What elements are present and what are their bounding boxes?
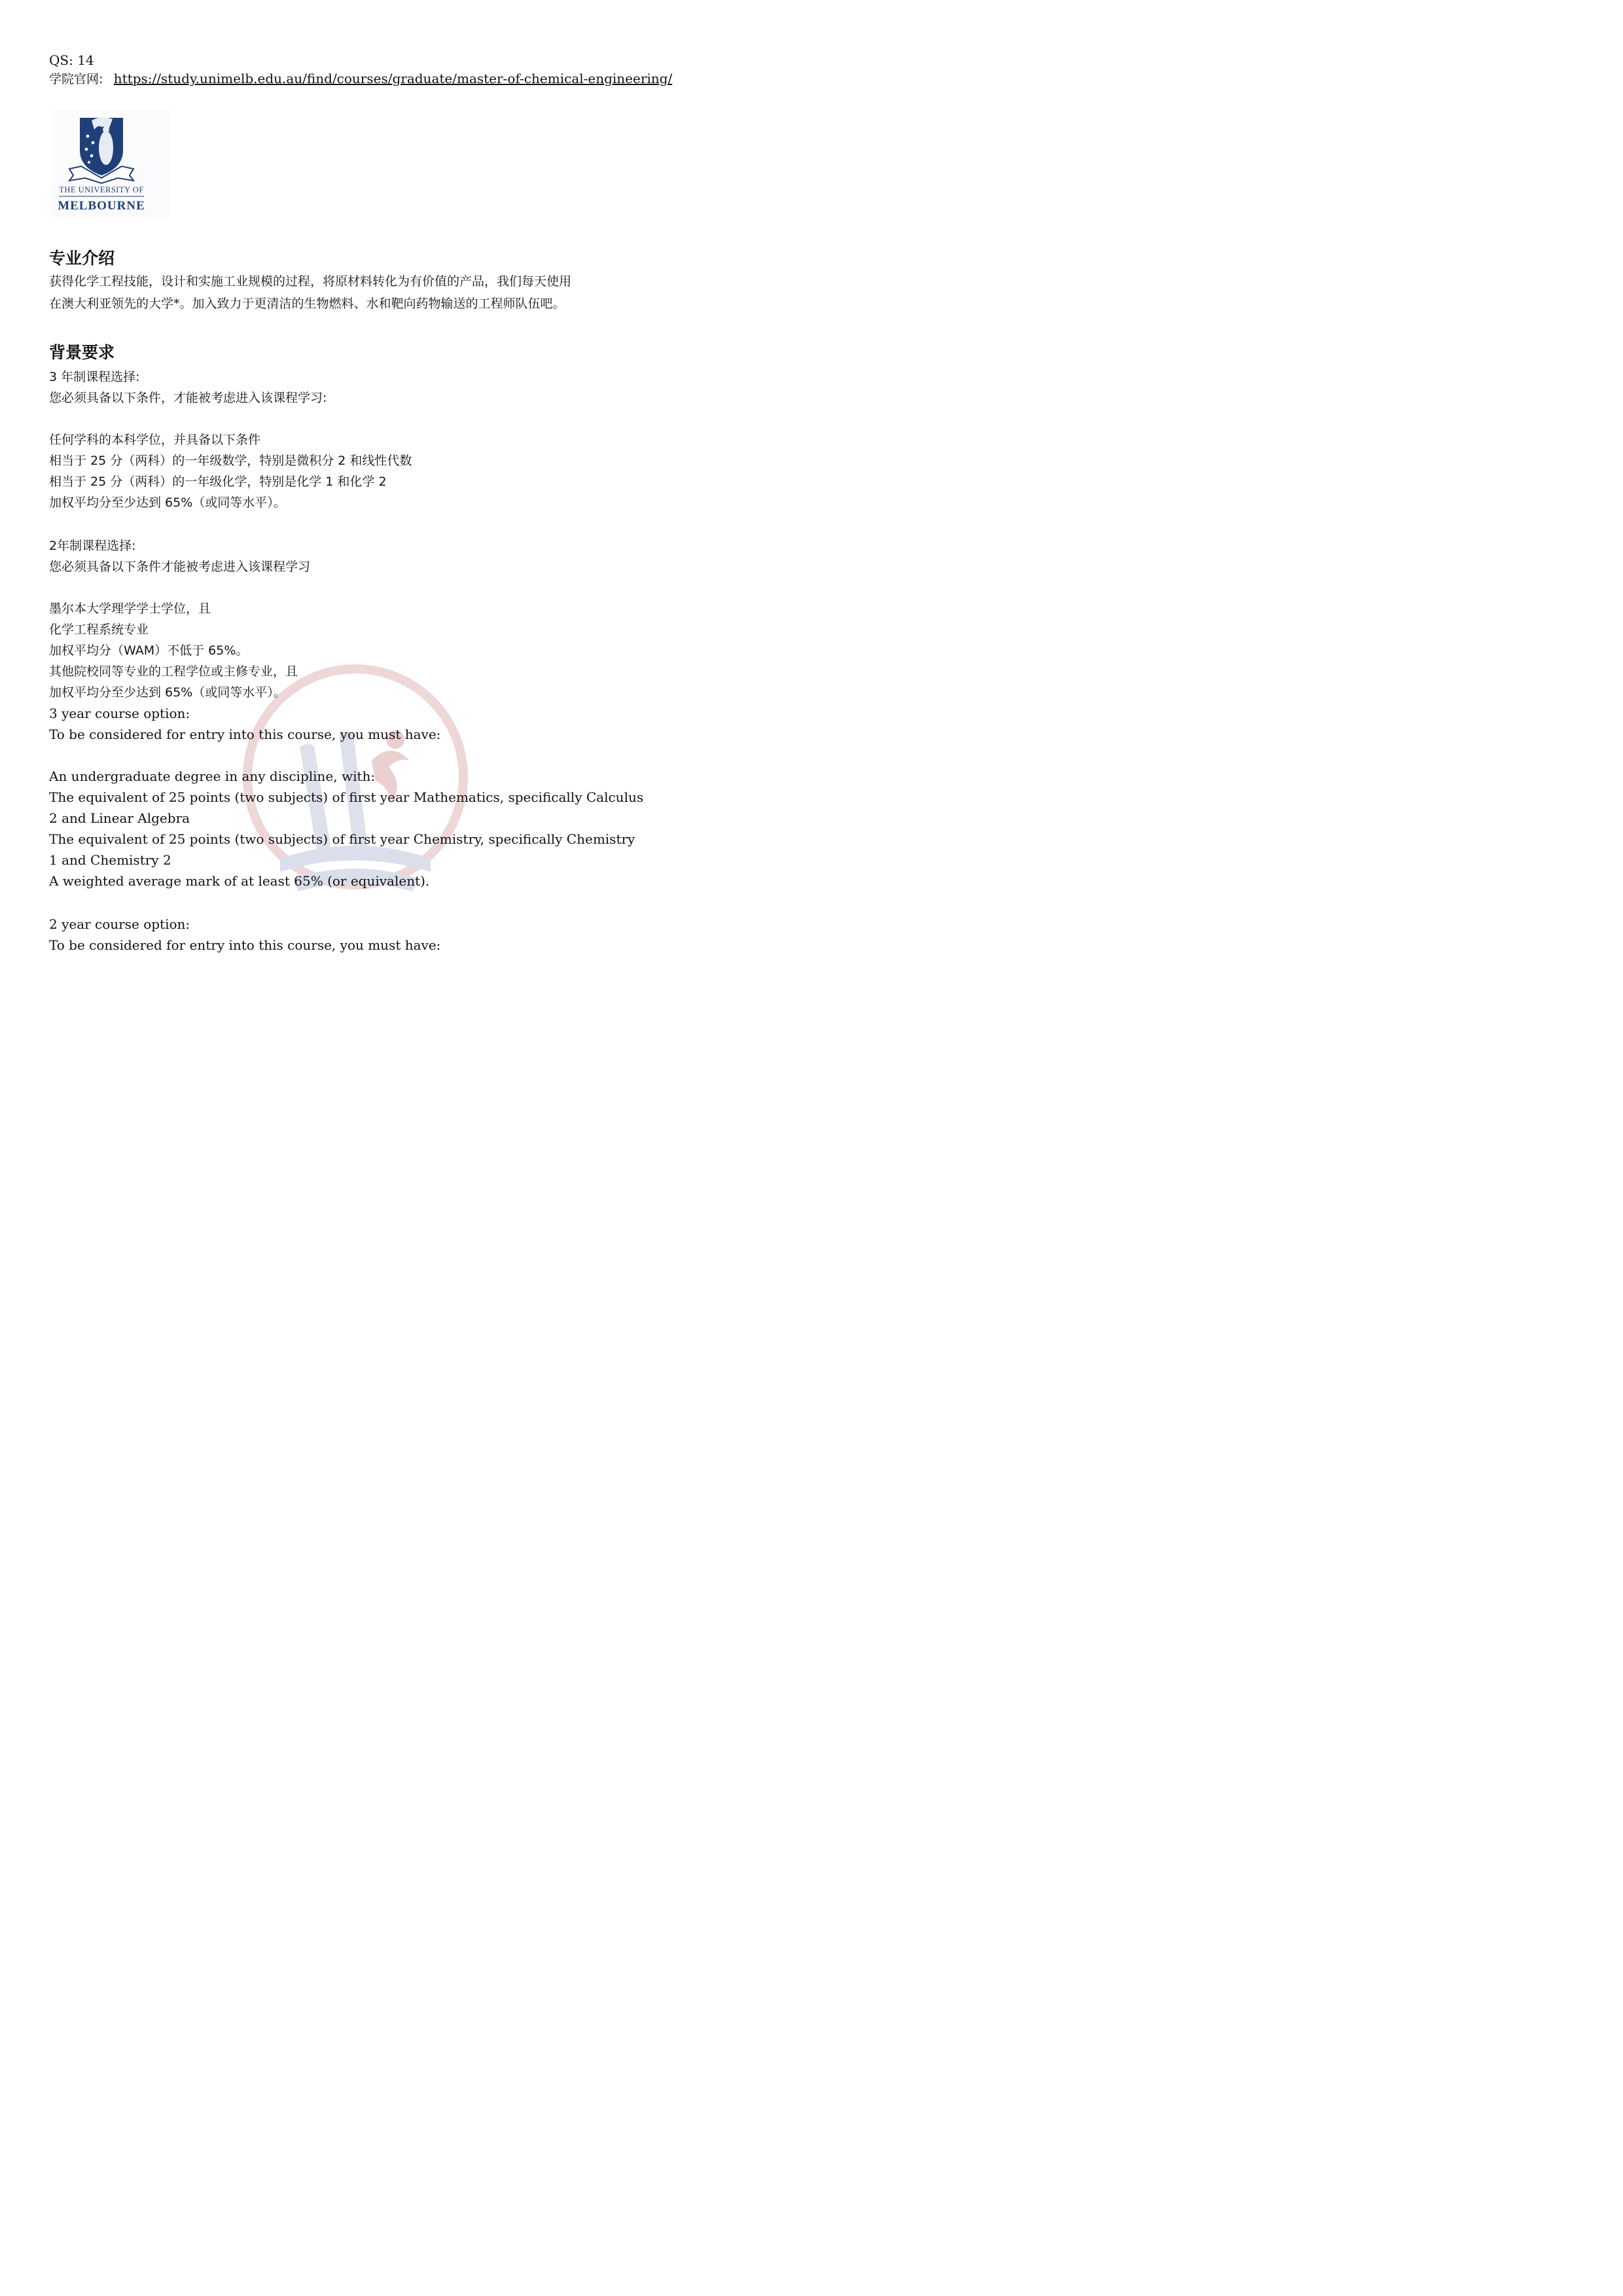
logo-line1: THE UNIVERSITY OF: [59, 185, 144, 194]
requirement-line-en: The equivalent of 25 points (two subjects) of first year Chemistry, specifically Chemistry: [49, 831, 635, 847]
requirement-line: 您必须具备以下条件，才能被考虑进入该课程学习:: [49, 391, 327, 405]
qs-ranking: QS: 14: [49, 52, 94, 68]
requirement-line-en: To be considered for entry into this course, you must have:: [49, 726, 441, 742]
requirement-line: 相当于 25 分（两科）的一年级数学，特别是微积分 2 和线性代数: [49, 454, 412, 468]
intro-line-1: 获得化学工程技能，设计和实施工业规模的过程，将原材料转化为有价值的产品，我们每天使用: [49, 274, 572, 289]
requirement-line-en: To be considered for entry into this course, you must have:: [49, 937, 441, 953]
requirement-line: 其他院校同等专业的工程学位或主修专业，且: [49, 664, 298, 679]
requirement-line-en: 2 and Linear Algebra: [49, 810, 190, 826]
website-row: [49, 68, 672, 90]
requirement-line: 您必须具备以下条件才能被考虑进入该课程学习: [49, 560, 311, 574]
requirement-line: 加权平均分（WAM）不低于 65%。: [49, 643, 249, 658]
requirement-line-en: 2 year course option:: [49, 916, 190, 932]
logo-line2: MELBOURNE: [58, 199, 145, 213]
intro-heading: 专业介绍: [49, 249, 115, 268]
intro-line-2: 在澳大利亚领先的大学*。加入致力于更清洁的生物燃料、水和靶向药物输送的工程师队伍吧。: [49, 296, 565, 311]
requirement-line: 墨尔本大学理学学士学位，且: [49, 601, 211, 616]
requirement-line-en: 1 and Chemistry 2: [49, 852, 171, 868]
requirement-line: 任何学科的本科学位，并具备以下条件: [49, 433, 261, 447]
requirement-line: 加权平均分至少达到 65%（或同等水平）。: [49, 685, 286, 700]
website-label: 学院官网:: [49, 72, 103, 86]
requirement-line: 3 年制课程选择:: [49, 370, 140, 384]
university-logo: [52, 110, 170, 217]
requirement-line-en: The equivalent of 25 points (two subjects) of first year Mathematics, specifically Calculus: [49, 789, 644, 805]
requirement-line-en: An undergraduate degree in any discipline, with:: [49, 768, 376, 784]
background-heading: 背景要求: [49, 343, 115, 362]
requirement-line: 化学工程系统专业: [49, 622, 149, 637]
requirement-line: 相当于 25 分（两科）的一年级化学，特别是化学 1 和化学 2: [49, 475, 387, 489]
requirement-line: 2年制课程选择:: [49, 539, 136, 553]
website-link[interactable]: https://study.unimelb.edu.au/find/courses/graduate/master-of-chemical-engineering/: [113, 71, 673, 86]
requirement-line-en: A weighted average mark of at least 65% (or equivalent).: [49, 873, 430, 889]
requirement-line: 加权平均分至少达到 65%（或同等水平）。: [49, 495, 286, 510]
requirement-line-en: 3 year course option:: [49, 706, 190, 721]
document-page: [0, 0, 720, 1018]
